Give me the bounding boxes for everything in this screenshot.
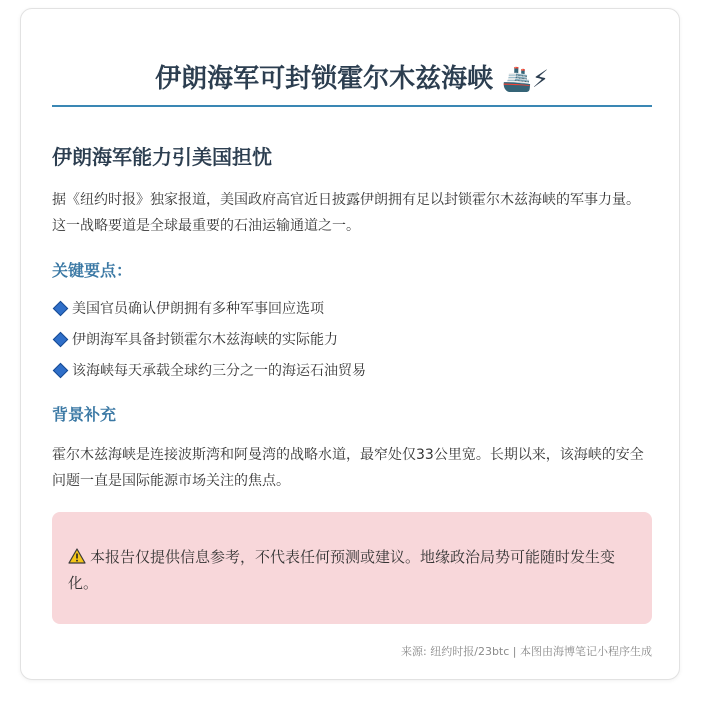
list-item: [52, 327, 652, 358]
intro-paragraph: 据《纽约时报》独家报道，美国政府高官近日披露伊朗拥有足以封锁霍尔木兹海峡的军事力量。这一战略要道是全球最重要的石油运输通道之一。: [52, 192, 640, 234]
disclaimer-box: [52, 512, 652, 624]
list-item: [52, 358, 652, 389]
diamond-icon: [53, 332, 69, 348]
ship-lightning-emoji: 🚢⚡: [502, 65, 549, 93]
key-point-text: 该海峡每天承载全球约三分之一的海运石油贸易: [72, 363, 366, 379]
background-paragraph: 霍尔木兹海峡是连接波斯湾和阿曼湾的战略水道，最窄处仅33公里宽。长期以来，该海峡的安全问题一直是国际能源市场关注的焦点。: [52, 447, 644, 489]
diamond-icon: [53, 363, 69, 379]
key-points-heading: 关键要点：: [52, 261, 133, 280]
key-point-text: 伊朗海军具备封锁霍尔木兹海峡的实际能力: [72, 332, 338, 348]
section-heading: 伊朗海军能力引美国担忧: [52, 145, 272, 169]
page-title: [52, 59, 652, 99]
disclaimer-text: 本报告仅提供信息参考，不代表任何预测或建议。地缘政治局势可能随时发生变化。: [68, 548, 616, 592]
article-card: [20, 8, 680, 680]
list-item: [52, 296, 652, 327]
background-heading: 背景补充: [52, 405, 117, 424]
warning-icon: [68, 548, 86, 564]
title-divider: [52, 105, 652, 107]
diamond-icon: [53, 301, 69, 317]
source-note: 来源: 纽约时报/23btc | 本图由海博笔记小程序生成: [401, 645, 652, 658]
title-text: 伊朗海军可封锁霍尔木兹海峡: [155, 64, 494, 94]
key-points-list: [52, 296, 652, 389]
key-point-text: 美国官员确认伊朗拥有多种军事回应选项: [72, 301, 324, 317]
